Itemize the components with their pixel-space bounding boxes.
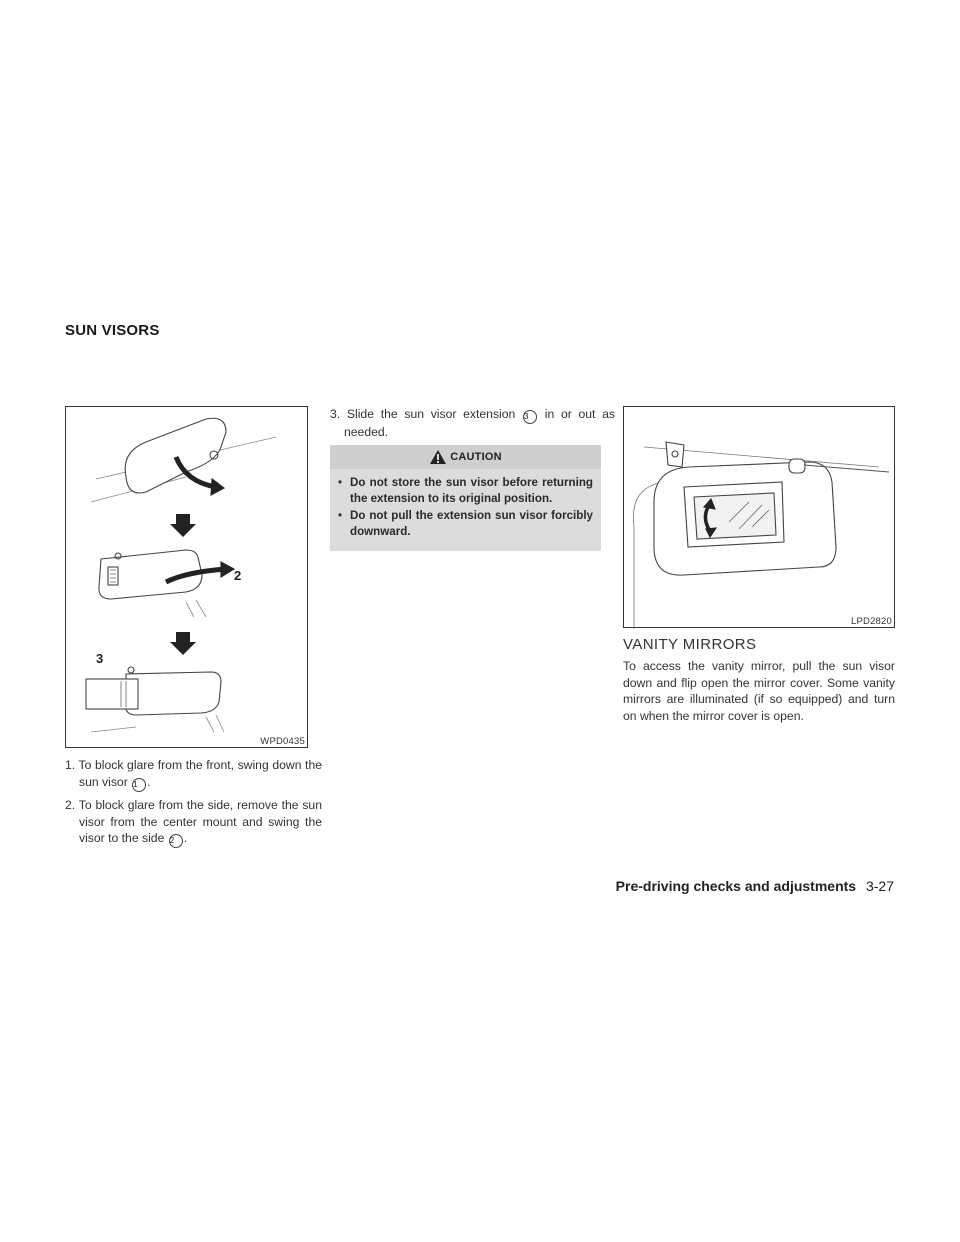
caution-header	[330, 445, 601, 469]
vanity-paragraph: To access the vanity mirror, pull the sun visor down and flip open the mirror cover. Some vanity mirrors are illuminated (if so equipped) and turn on when the mirror cover is open.	[623, 659, 895, 723]
page-number: 3-27	[865, 878, 894, 894]
page-footer	[0, 878, 894, 894]
callout-3: 3	[96, 651, 104, 666]
step-number: 3.	[330, 407, 341, 421]
step-number: 1.	[65, 758, 76, 772]
figure-vanity-mirror	[623, 406, 895, 628]
callout-1: 1	[213, 479, 221, 494]
callout-circle: 1	[132, 778, 146, 792]
figure-code: LPD2820	[850, 616, 892, 627]
step-text: Slide the sun visor extension	[346, 407, 516, 421]
step-2	[65, 797, 322, 848]
step-text-after: .	[147, 774, 151, 789]
step-3	[330, 406, 615, 441]
caution-item-text: Do not pull the extension sun visor forcibly downward.	[350, 509, 593, 538]
warning-icon	[429, 449, 447, 465]
step-text-after: in or out as needed.	[344, 407, 616, 439]
step-text: To block glare from the front, swing down the sun visor	[78, 758, 322, 789]
figure-code: WPD0435	[260, 736, 305, 747]
step-text-after: .	[183, 831, 188, 845]
sun-visor-illustration	[66, 407, 309, 749]
callout-circle: 3	[523, 410, 537, 424]
step-1	[65, 757, 322, 792]
callout-circle: 2	[169, 834, 183, 848]
footer-title: Pre-driving checks and adjustments	[615, 878, 857, 894]
step-number: 2.	[65, 798, 76, 812]
section-title: SUN VISORS	[65, 322, 160, 339]
bullet-icon: •	[338, 509, 343, 522]
caution-title: CAUTION	[450, 451, 502, 463]
step-text: To block glare from the side, remove the sun visor from the center mount and swing the visor to the side	[78, 798, 322, 845]
vanity-mirror-illustration	[624, 407, 896, 629]
caution-item	[338, 475, 593, 506]
vanity-heading: VANITY MIRRORS	[623, 636, 757, 653]
caution-item-text: Do not store the sun visor before returning the extension to its original position.	[350, 476, 593, 505]
figure-sun-visor-steps	[65, 406, 308, 748]
bullet-icon: •	[338, 476, 343, 489]
callout-2: 2	[234, 568, 242, 583]
caution-box	[330, 445, 601, 551]
caution-item	[338, 508, 593, 539]
